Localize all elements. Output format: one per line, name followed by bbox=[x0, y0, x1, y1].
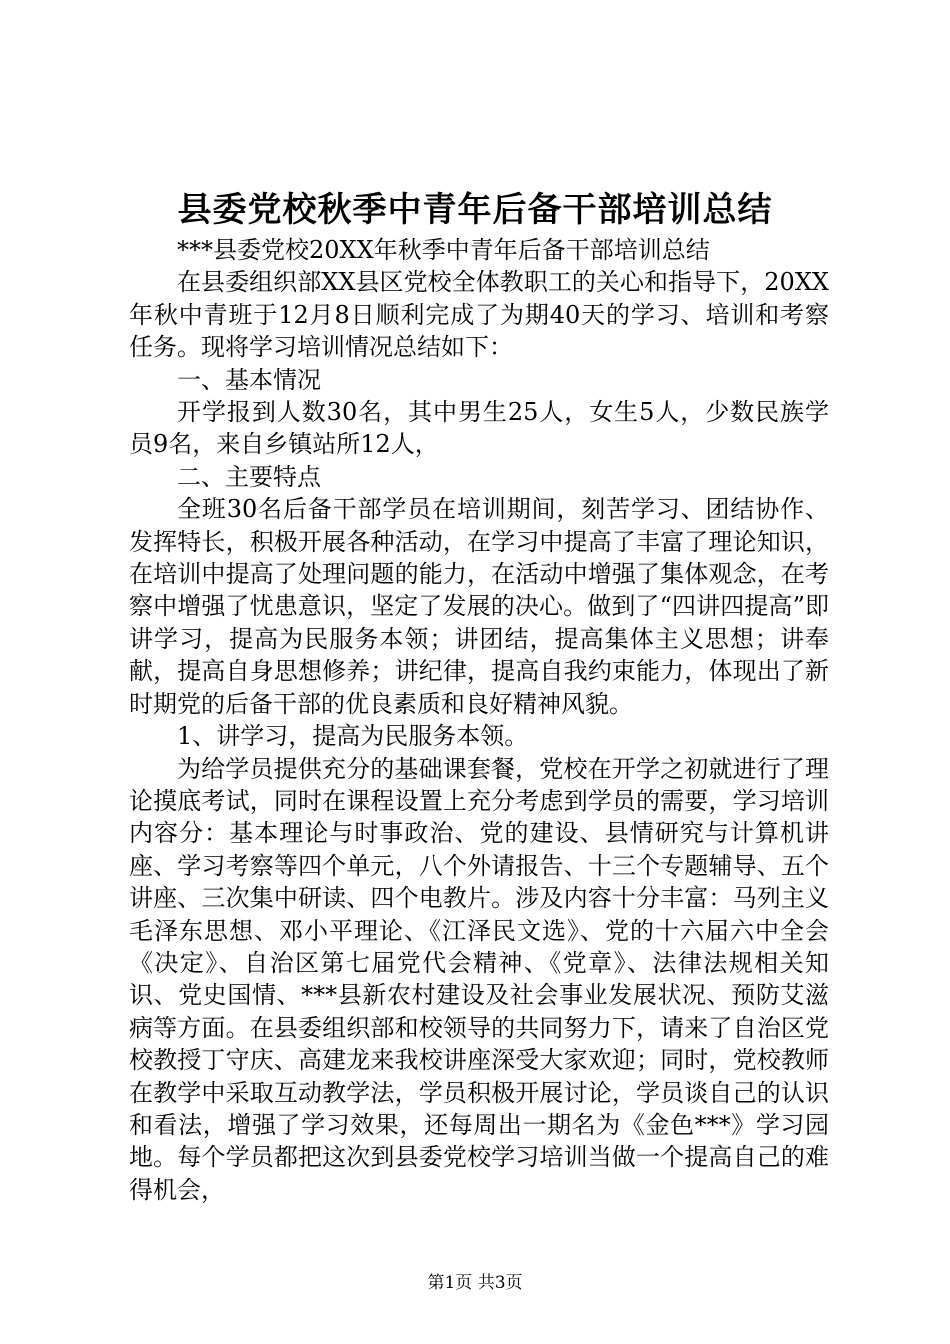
document-body bbox=[129, 234, 829, 1206]
section-heading-basic-info: 一、基本情况 bbox=[177, 365, 321, 394]
basic-info-paragraph: 开学报到人数30名，其中男生25人，女生5人，少数民族学员9名，来自乡镇站所12人， bbox=[129, 398, 829, 459]
subsection-heading-study: 1、讲学习，提高为民服务本领。 bbox=[177, 722, 529, 751]
page-number: 第1页 共3页 bbox=[427, 1273, 523, 1293]
document-title: 县委党校秋季中青年后备干部培训总结 bbox=[177, 190, 773, 230]
subtitle-paragraph: ***县委党校20XX年秋季中青年后备干部培训总结 bbox=[177, 236, 710, 264]
study-paragraph: 为给学员提供充分的基础课套餐，党校在开学之初就进行了理论摸底考试，同时在课程设置上充分考虑到学员的需要，学习培训内容分：基本理论与时事政治、党的建设、县情研究与计算机讲座、学习考察等四个单元，八个外请报告、十三个专题辅导、五个讲座、三次集中研读、四个电教片。涉及内容十分丰富：马列主义毛泽东思想、邓小平理论、《江泽民文选》、党的十六届六中全会《决定》、自治区第七届党代会精神、《党章》、法律法规相关知识、党史国情、***县新农村建设及社会事业发展状况、预防艾滋病等方面。在县委组织部和校领导的共同努力下，请来了自治区党校教授丁守庆、高建龙来我校讲座深受大家欢迎；同时，党校教师在教学中采取互动教学法，学员积极开展讨论，学员谈自己的认识和看法，增强了学习效果，还每周出一期名为《金色***》学习园地。每个学员都把这次到县委党校学习培训当做一个提高自己的难得机会， bbox=[129, 754, 829, 1204]
main-features-paragraph: 全班30名后备干部学员在培训期间，刻苦学习、团结协作、发挥特长，积极开展各种活动，在学习中提高了丰富了理论知识，在培训中提高了处理问题的能力，在活动中增强了集体观念，在考察中增强了忧患意识，坚定了发展的决心。做到了“四讲四提高”即讲学习，提高为民服务本领；讲团结，提高集体主义思想；讲奉献，提高自身思想修养；讲纪律，提高自我约束能力，体现出了新时期党的后备干部的优良素质和良好精神风貌。 bbox=[129, 495, 829, 718]
intro-paragraph: 在县委组织部XX县区党校全体教职工的关心和指导下，20XX年秋中青班于12月8日顺利完成了为期40天的学习、培训和考察任务。现将学习培训情况总结如下： bbox=[129, 268, 829, 362]
section-heading-main-features: 二、主要特点 bbox=[177, 462, 321, 491]
